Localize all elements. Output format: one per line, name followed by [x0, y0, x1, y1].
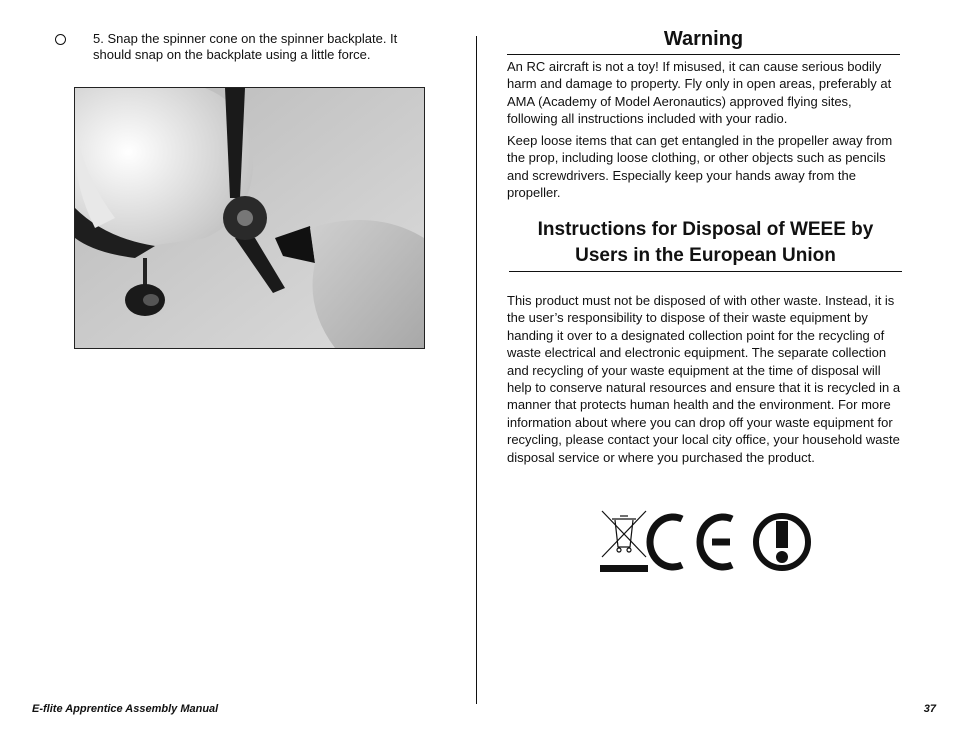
warning-paragraph-1: An RC aircraft is not a toy! If misused, it can cause serious bodily harm and damage to property. Fly only in open areas, preferably at AMA (Academy of Model Aeronautics) approved flying sites, following all instructions included with your radio. — [507, 59, 892, 127]
weee-heading: Instructions for Disposal of WEEE by Users in the European Union — [509, 217, 902, 272]
footer-manual-title: E-flite Apprentice Assembly Manual — [32, 703, 219, 715]
alert-exclamation-icon — [756, 516, 808, 568]
ce-mark-icon — [650, 517, 732, 567]
step-text: 5. Snap the spinner cone on the spinner backplate. It should snap on the backplate using a little force. — [93, 31, 398, 62]
spinner-cone-photo — [74, 87, 425, 349]
weee-bin-icon — [600, 511, 648, 572]
warning-heading: Warning — [507, 27, 900, 55]
left-column — [0, 0, 476, 738]
step-checkbox[interactable] — [55, 34, 66, 45]
footer-page-number: 37 — [923, 703, 936, 715]
compliance-symbols — [598, 507, 813, 577]
weee-paragraph: This product must not be disposed of with other waste. Instead, it is the user’s responsibility to dispose of their waste equipment by handing it over to a designated collection point for the recycling of waste electrical and electronic equipment. The separate collection and recycling of your waste equipment at the time of disposal will help to conserve natural resources and ensure that it is recycled in a manner that protects human health and the environment. For more information about where you can drop off your waste equipment for recycling, please contact your local city office, your household waste disposal service or where you purchased the product. — [507, 293, 901, 465]
warning-paragraph-2: Keep loose items that can get entangled in the propeller away from the prop, including loose clothing, or other objects such as pencils and screwdrivers. Especially keep your hands away from the propeller. — [507, 133, 893, 201]
column-divider — [476, 36, 477, 704]
spinner-cone-photo-illustration — [75, 88, 424, 348]
